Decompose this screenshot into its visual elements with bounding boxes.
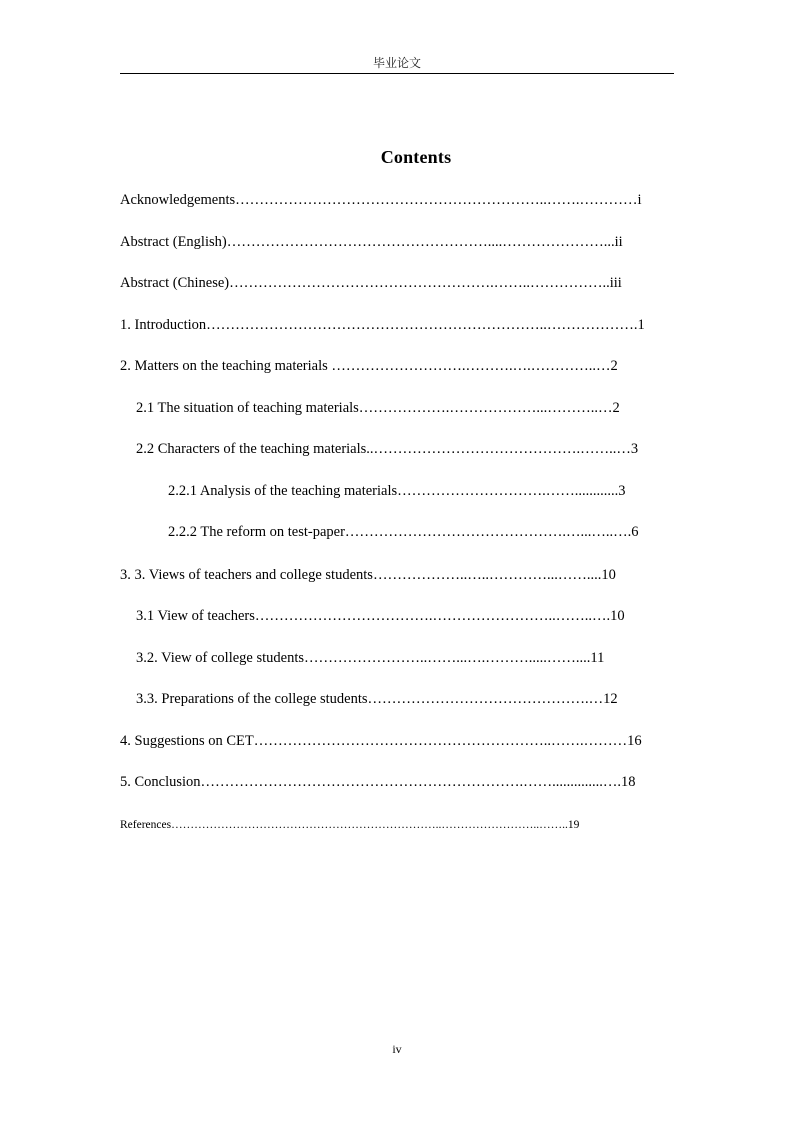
toc-entry-views: 3. 3. Views of teachers and college students………………..…..…………...……....10 <box>120 567 616 583</box>
toc-entry-references: References……………………………………………………………..……………………..……..19 <box>120 819 580 831</box>
toc-entry-abstract-english: Abstract (English)………………………………………………....…………………...ii <box>120 234 623 250</box>
toc-entry-situation: 2.1 The situation of teaching materials……………….………………...………..…2 <box>136 400 620 416</box>
toc-entry-view-of-students: 3.2. View of college students……………………..……...….……….....……....11 <box>136 650 605 666</box>
running-header: 毕业论文 <box>372 56 421 70</box>
page-title: Contents <box>380 147 452 167</box>
toc-entry-view-of-teachers: 3.1 View of teachers……………………………….……………………..……..….10 <box>136 608 625 624</box>
toc-entry-teaching-materials: 2. Matters on the teaching materials ……………………….……….….…………..…2 <box>120 358 618 374</box>
toc-entry-introduction: 1. Introduction……………………………………………………………..……………….1 <box>120 317 645 333</box>
toc-entry-abstract-chinese: Abstract (Chinese)……………………………………………….……..……………..iii <box>120 275 622 291</box>
page-number: iv <box>392 1042 402 1056</box>
toc-entry-preparations: 3.3. Preparations of the college students……………………………………….…12 <box>136 691 618 707</box>
toc-entry-reform: 2.2.2 The reform on test-paper……………………………………….…...…..….6 <box>168 524 639 540</box>
toc-entry-suggestions: 4. Suggestions on CET……………………………………………………..…….………16 <box>120 733 642 749</box>
toc-entry-characters: 2.2 Characters of the teaching materials..…………………………………….……..…3 <box>136 441 639 457</box>
toc-entry-conclusion: 5. Conclusion………………………………………………………….……..............….18 <box>120 774 636 790</box>
toc-entry-acknowledgements: Acknowledgements………………………………………………………..…….…………i <box>120 192 642 208</box>
toc-entry-analysis: 2.2.1 Analysis of the teaching materials………………………….……............3 <box>168 483 626 499</box>
